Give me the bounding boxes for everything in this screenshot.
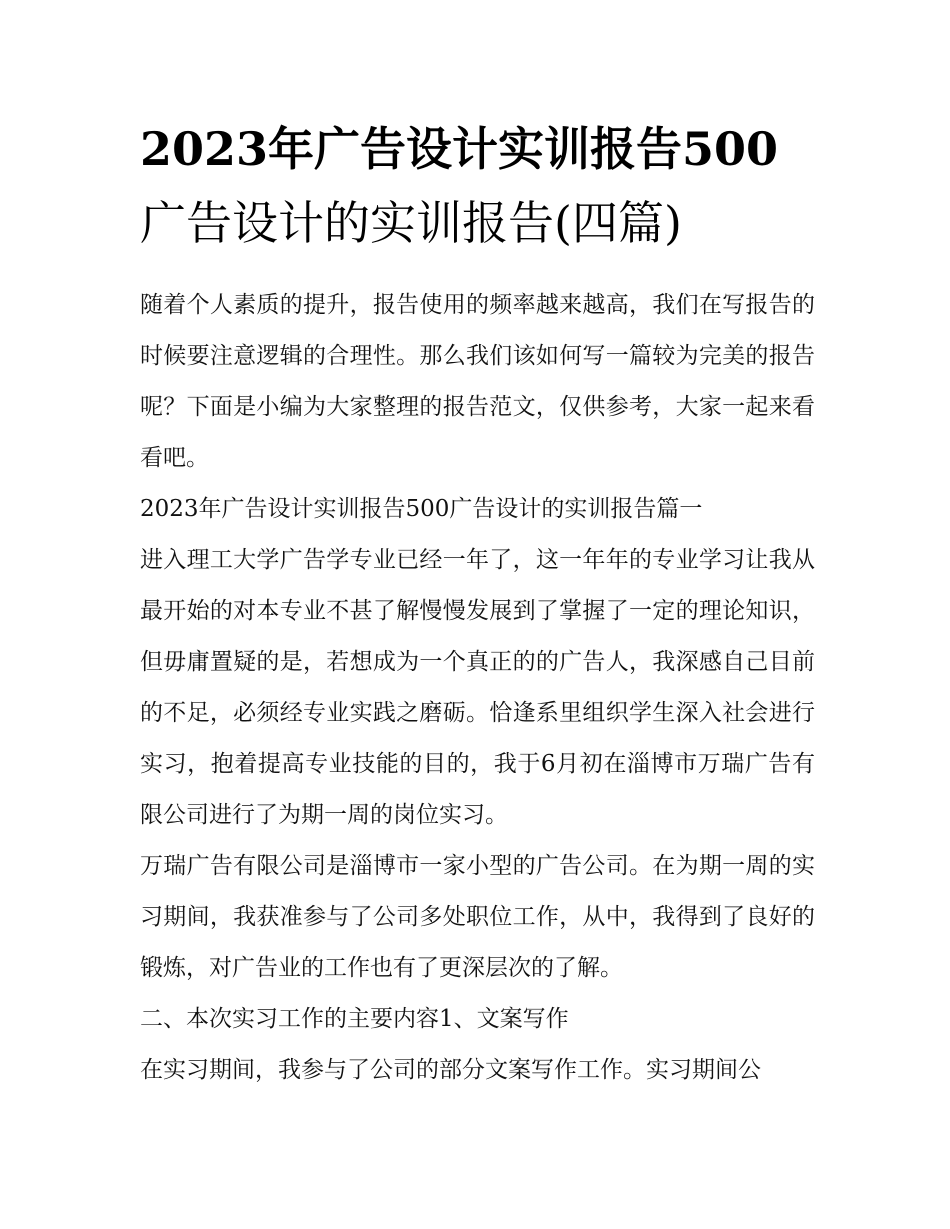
section-heading-work-content: 二、本次实习工作的主要内容1、文案写作 — [140, 1006, 569, 1032]
title-line-2: 广告设计的实训报告(四篇) — [140, 196, 682, 250]
document-title — [140, 112, 820, 260]
body-paragraph: 在实习期间，我参与了公司的部分文案写作工作。实习期间公 — [140, 1057, 761, 1083]
intro-paragraph: 随着个人素质的提升，报告使用的频率越来越高，我们在写报告的时候要注意逻辑的合理性。那么我们该如何写一篇较为完美的报告呢？下面是小编为大家整理的报告范文，仅供参考，大家一起来看看吧。 — [140, 292, 815, 471]
document-body — [140, 280, 815, 1096]
title-line-1: 2023年广告设计实训报告500 — [140, 122, 779, 176]
section-heading-part-one: 2023年广告设计实训报告500广告设计的实训报告篇一 — [140, 496, 703, 522]
body-paragraph: 进入理工大学广告学专业已经一年了，这一年年的专业学习让我从最开始的对本专业不甚了解慢慢发展到了掌握了一定的理论知识，但毋庸置疑的是，若想成为一个真正的的广告人，我深感自己目前的不足，必须经专业实践之磨砺。恰逢系里组织学生深入社会进行实习，抱着提高专业技能的目的，我于6月初在淄博市万瑞广告有限公司进行了为期一周的岗位实习。 — [140, 547, 815, 828]
body-paragraph: 万瑞广告有限公司是淄博市一家小型的广告公司。在为期一周的实习期间，我获准参与了公司多处职位工作，从中，我得到了良好的锻炼，对广告业的工作也有了更深层次的了解。 — [140, 853, 815, 981]
